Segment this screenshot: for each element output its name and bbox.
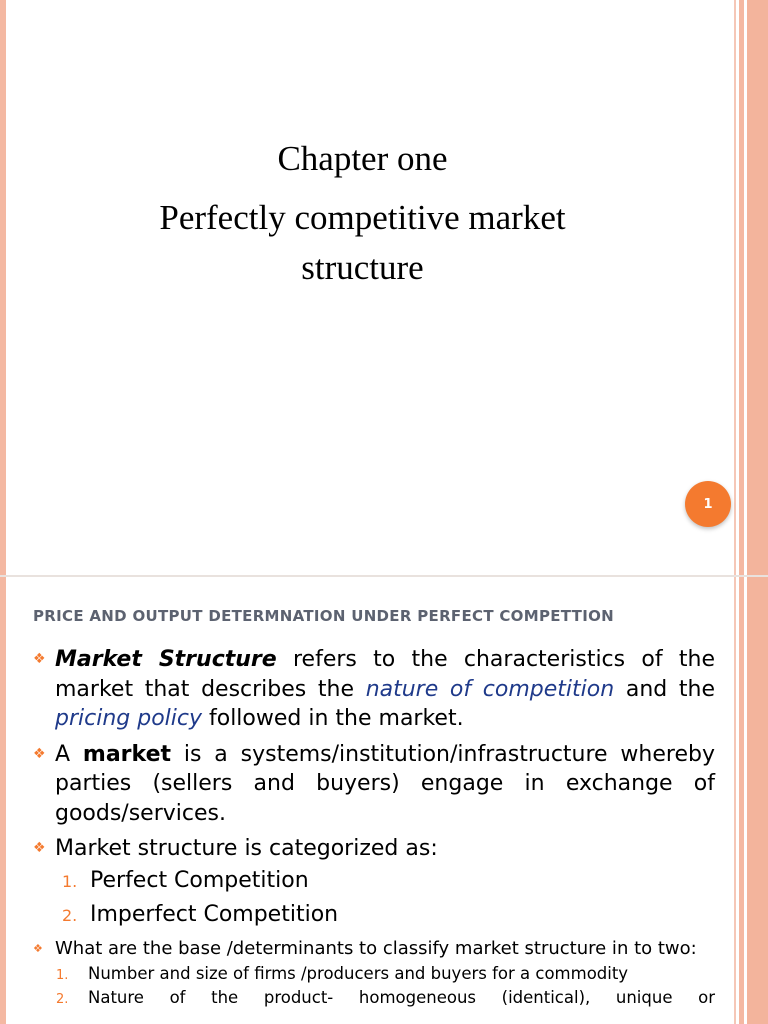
term-market: market	[82, 741, 172, 767]
bullet-text: followed in the market.	[202, 706, 464, 731]
bullet-text: Market structure is categorized as:	[55, 836, 438, 861]
list-item	[62, 864, 715, 898]
bullet-categorized	[33, 834, 715, 864]
list-number: 1.	[56, 967, 69, 983]
title-block	[100, 138, 625, 293]
left-accent-border	[0, 0, 6, 575]
bullet-text: is a systems/institution/infrastructure whereby parties (sellers and buyers) engage in exchange of goods/services.	[55, 741, 715, 826]
list-number: 2.	[62, 905, 78, 925]
slide-content	[33, 645, 715, 1011]
bullet-text: refers to the characteristics of the market that describes the	[55, 647, 715, 702]
highlight-pricing-policy: pricing policy	[55, 706, 202, 731]
left-accent-border	[0, 577, 6, 1024]
bullet-market-definition	[33, 740, 715, 829]
section-heading: PRICE AND OUTPUT DETERMNATION UNDER PERFECT COMPETTION	[33, 607, 614, 625]
bullet-text: A	[55, 741, 83, 767]
diamond-bullet-icon: ❖	[33, 651, 46, 667]
page-number-badge: 1	[685, 481, 731, 527]
diamond-bullet-icon: ❖	[33, 840, 46, 856]
content-slide	[0, 577, 768, 1024]
highlight-nature-of-competition: nature of competition	[365, 676, 615, 702]
determinant-list	[33, 963, 715, 1011]
list-item	[56, 987, 715, 1011]
bullet-determinants	[33, 936, 715, 961]
list-item-label: Perfect Competition	[90, 867, 309, 893]
list-item-label: Imperfect Competition	[90, 901, 339, 927]
bullet-market-structure	[33, 645, 715, 734]
diamond-bullet-icon: ❖	[33, 941, 43, 955]
slide-title: Perfectly competitive market structure	[159, 198, 566, 287]
diamond-bullet-icon: ❖	[33, 745, 46, 762]
term-market-structure: Market Structure	[55, 647, 277, 672]
list-number: 1.	[62, 871, 78, 891]
right-accent-stripes	[734, 577, 768, 1024]
bullet-text: What are the base /determinants to classify market structure in to two:	[55, 937, 697, 959]
list-item	[62, 898, 715, 932]
list-item-label: Nature of the product- homogeneous (identical), unique or	[88, 987, 715, 1007]
category-list	[33, 864, 715, 932]
list-item-label: Number and size of firms /producers and buyers for a commodity	[88, 963, 629, 983]
right-accent-stripes	[734, 0, 768, 575]
chapter-label: Chapter one	[277, 139, 448, 178]
list-item	[56, 963, 715, 987]
bullet-text: and the	[614, 676, 715, 702]
list-number: 2.	[56, 991, 69, 1007]
